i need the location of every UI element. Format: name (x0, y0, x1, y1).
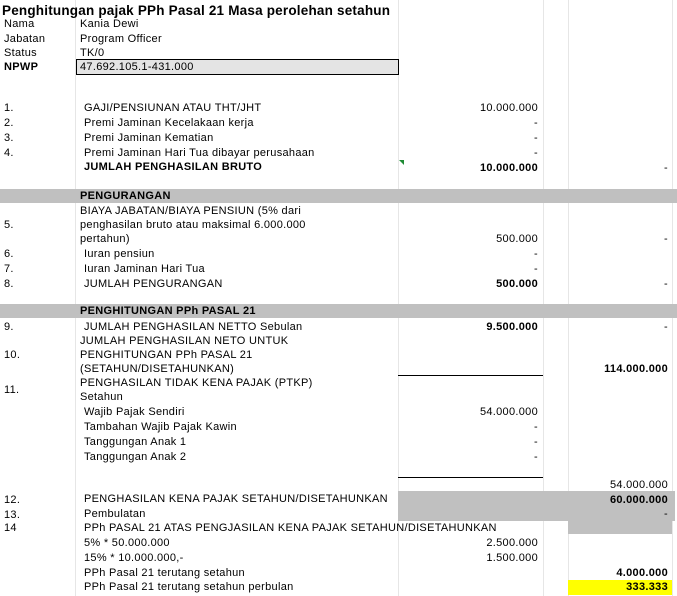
row-number[interactable]: 4. (4, 147, 14, 159)
ptkp-item-label[interactable]: Wajib Pajak Sendiri (84, 406, 185, 418)
total-bruto-result[interactable]: - (664, 162, 668, 174)
row-number[interactable]: 10. (4, 349, 21, 361)
label-npwp[interactable]: NPWP (4, 61, 39, 73)
row-amount[interactable]: - (534, 117, 538, 129)
row-number[interactable]: 7. (4, 263, 14, 275)
label-status[interactable]: Status (4, 47, 37, 59)
row-amount[interactable]: 10.000.000 (479, 102, 538, 114)
biaya-jabatan-amount[interactable]: 500.000 (496, 233, 538, 245)
row-number[interactable]: 6. (4, 248, 14, 260)
pph-label[interactable]: PPh PASAL 21 ATAS PENGJASILAN KENA PAJAK SETAHUN/DISETAHUNKAN (84, 522, 497, 534)
pembulatan-result[interactable]: - (664, 508, 668, 520)
bracket-amount[interactable]: 1.500.000 (486, 552, 538, 564)
row-label[interactable]: Premi Jaminan Hari Tua dibayar perusahaan (84, 147, 315, 159)
total-bruto-amount[interactable]: 10.000.000 (479, 162, 538, 174)
underline (398, 375, 543, 376)
row-number[interactable]: 5. (4, 219, 14, 231)
value-status[interactable]: TK/0 (80, 47, 105, 59)
row-number[interactable]: 9. (4, 321, 14, 333)
bracket-amount[interactable]: 2.500.000 (486, 537, 538, 549)
row-amount[interactable]: - (534, 132, 538, 144)
netto-label[interactable]: JUMLAH PENGHASILAN NETTO Sebulan (84, 321, 303, 333)
ptkp-item-amount[interactable]: 54.000.000 (479, 406, 538, 418)
pph-perbulan-result[interactable]: 333.333 (626, 581, 668, 593)
row-label[interactable]: Iuran Jaminan Hari Tua (84, 263, 205, 275)
value-npwp[interactable]: 47.692.105.1-431.000 (80, 61, 194, 73)
biaya-jabatan-label[interactable]: BIAYA JABATAN/BIAYA PENSIUN (5% dari penghasilan bruto atau maksimal 6.000.000 pertahun) (80, 205, 306, 245)
row-amount[interactable]: - (534, 248, 538, 260)
pph-setahun-result[interactable]: 4.000.000 (616, 567, 668, 579)
row-number[interactable]: 11. (4, 384, 20, 396)
row-number[interactable]: 14 (4, 522, 17, 534)
netto-amount[interactable]: 9.500.000 (486, 321, 538, 333)
section-title-pengurangan[interactable]: PENGURANGAN (80, 190, 171, 202)
bracket-label[interactable]: 15% * 10.000.000,- (84, 552, 184, 564)
pembulatan-label[interactable]: Pembulatan (84, 508, 146, 520)
row-amount[interactable]: - (534, 147, 538, 159)
ptkp-item-label[interactable]: Tanggungan Anak 2 (84, 451, 187, 463)
total-bruto-label[interactable]: JUMLAH PENGHASILAN BRUTO (84, 161, 263, 173)
pph-setahun-label[interactable]: PPh Pasal 21 terutang setahun (84, 567, 245, 579)
section-title-pph21[interactable]: PENGHITUNGAN PPh PASAL 21 (80, 305, 256, 317)
row-number[interactable]: 1. (4, 102, 14, 114)
total-pengurangan-result[interactable]: - (664, 278, 668, 290)
underline (398, 477, 543, 478)
column-line (75, 0, 76, 596)
highlight-pembulatan (568, 520, 672, 534)
pkp-result[interactable]: 60.000.000 (609, 494, 668, 506)
total-pengurangan-amount[interactable]: 500.000 (496, 278, 538, 290)
row-number[interactable]: 3. (4, 132, 14, 144)
ptkp-item-label[interactable]: Tanggungan Anak 1 (84, 436, 187, 448)
ptkp-item-label[interactable]: Tambahan Wajib Pajak Kawin (84, 421, 237, 433)
netto-result[interactable]: - (664, 321, 668, 333)
row-amount[interactable]: - (534, 263, 538, 275)
value-nama[interactable]: Kania Dewi (80, 18, 139, 30)
row-label[interactable]: Premi Jaminan Kecelakaan kerja (84, 117, 254, 129)
row-number[interactable]: 2. (4, 117, 14, 129)
row-label[interactable]: GAJI/PENSIUNAN ATAU THT/JHT (84, 102, 262, 114)
ptkp-item-amount[interactable]: - (534, 421, 538, 433)
bracket-label[interactable]: 5% * 50.000.000 (84, 537, 170, 549)
sheet-title[interactable]: Penghitungan pajak PPh Pasal 21 Masa perolehan setahun (2, 3, 391, 18)
ptkp-total-result[interactable]: 54.000.000 (609, 479, 668, 491)
pph-perbulan-label[interactable]: PPh Pasal 21 terutang setahun perbulan (84, 581, 294, 593)
row-label[interactable]: Iuran pensiun (84, 248, 155, 260)
pkp-label[interactable]: PENGHASILAN KENA PAJAK SETAHUN/DISETAHUNKAN (84, 493, 388, 505)
row-number[interactable]: 8. (4, 278, 14, 290)
row-number[interactable]: 12. (4, 494, 21, 506)
row-label[interactable]: Premi Jaminan Kematian (84, 132, 214, 144)
netto-setahun-result[interactable]: 114.000.000 (604, 363, 668, 375)
label-jabatan[interactable]: Jabatan (4, 33, 46, 45)
total-pengurangan-label[interactable]: JUMLAH PENGURANGAN (84, 278, 223, 290)
row-number[interactable]: 13. (4, 509, 21, 521)
biaya-jabatan-result[interactable]: - (664, 233, 668, 245)
value-jabatan[interactable]: Program Officer (80, 33, 162, 45)
ptkp-item-amount[interactable]: - (534, 451, 538, 463)
ptkp-label[interactable]: PENGHASILAN TIDAK KENA PAJAK (PTKP) Setahun (80, 377, 313, 403)
netto-setahun-label[interactable]: JUMLAH PENGHASILAN NETO UNTUK PENGHITUNGAN PPh PASAL 21 (SETAHUN/DISETAHUNKAN) (80, 335, 289, 375)
ptkp-item-amount[interactable]: - (534, 436, 538, 448)
label-nama[interactable]: Nama (4, 18, 35, 30)
